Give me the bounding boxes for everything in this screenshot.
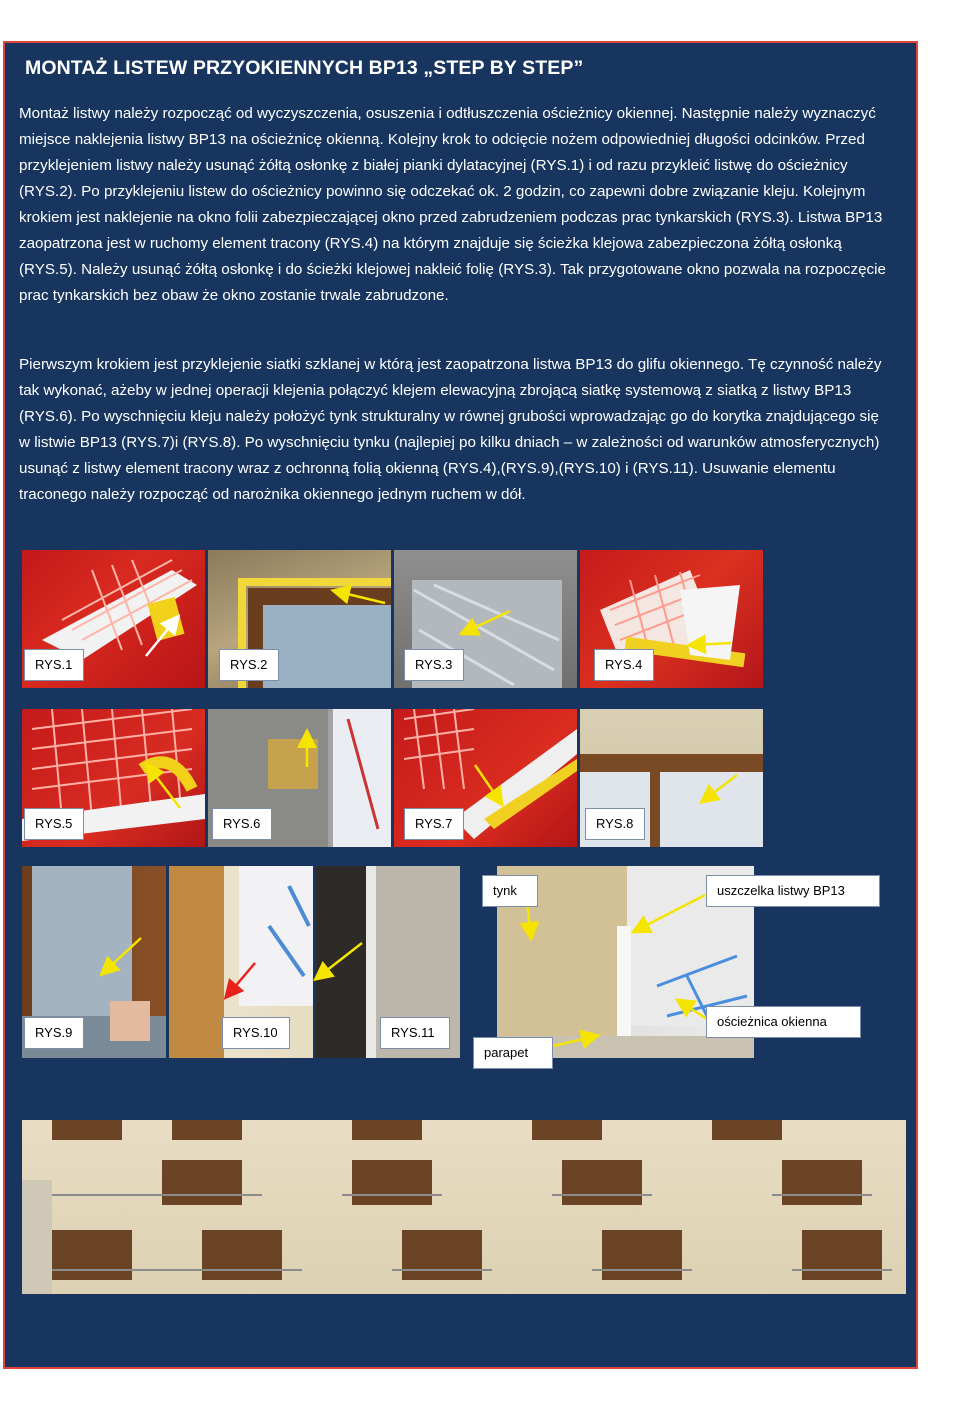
instructions-paragraph: Pierwszym krokiem jest przyklejenie siatki szklanej w którą jest zaopatrzona listwa BP13 do glifu okiennego. Tę czynność należy tak wykonać, ażeby w jednej operacji klejenia połączyć klejem elewacyjną zbrojącą siatkę systemową z siatką z listwy BP13 (RYS.6). Po wyschnięciu kleju należy położyć tynk strukturalny w równej grubości wprowadzając go do korytka znajdującego się w listwie BP13 (RYS.7)i (RYS.8). Po wyschnięciu tynku (najlepiej po kilku dniach – w zależności od warunków atmosferycznych) usunąć z listwy element tracony wraz z ochronną folią okienną (RYS.4),(RYS.9),(RYS.10) i (RYS.11). Usuwanie elementu traconego należy rozpocząć od narożnika okiennego jednym ruchem w dół. bbox=[19, 356, 882, 503]
caption-rys5: RYS.5 bbox=[24, 808, 84, 840]
caption-rys6: RYS.6 bbox=[212, 808, 272, 840]
caption-rys7: RYS.7 bbox=[404, 808, 464, 840]
photo-building bbox=[22, 1120, 906, 1294]
caption-rys11: RYS.11 bbox=[380, 1017, 450, 1049]
caption-rys8: RYS.8 bbox=[585, 808, 645, 840]
caption-rys2: RYS.2 bbox=[219, 649, 279, 681]
caption-rys1: RYS.1 bbox=[24, 649, 84, 681]
caption-rys10: RYS.10 bbox=[222, 1017, 290, 1049]
label-uszczelka: uszczelka listwy BP13 bbox=[706, 875, 880, 907]
label-oscieznica: ościeżnica okienna bbox=[706, 1006, 861, 1038]
caption-rys3: RYS.3 bbox=[404, 649, 464, 681]
document-page bbox=[3, 41, 918, 1369]
label-parapet: parapet bbox=[473, 1037, 553, 1069]
caption-rys4: RYS.4 bbox=[594, 649, 654, 681]
intro-paragraph: Montaż listwy należy rozpocząć od wyczyszczenia, osuszenia i odtłuszczenia ościeżnicy okiennej. Następnie należy wyznaczyć miejsce naklejenia listwy BP13 na ościeżnicę okienną. Kolejny krok to odcięcie nożem odpowiedniej długości odcinków. Przed przyklejeniem listwy należy usunąć żółtą osłonkę z białej pianki dylatacyjnej (RYS.1) i od razu przykleić listwę do ościeżnicy (RYS.2). Po przyklejeniu listew do ościeżnicy powinno się odczekać ok. 2 godzin, co zapewni dobre związanie kleju. Kolejnym krokiem jest naklejenie na okno folii zabezpieczającej okno przed zabrudzeniem podczas prac tynkarskich (RYS.3). Listwa BP13 zaopatrzona jest w ruchomy element tracony (RYS.4) na którym znajduje się ścieżka klejowa zabezpieczona żółtą osłonką (RYS.5). Należy usunąć żółtą osłonkę i do ścieżki klejowej nakleić folię (RYS.3). Tak przygotowane okno pozwala na rozpoczęcie prac tynkarskich bez obaw że okno zostanie trwale zabrudzone. bbox=[19, 105, 886, 304]
page-title: MONTAŻ LISTEW PRZYOKIENNYCH BP13 „STEP BY STEP” bbox=[25, 57, 584, 79]
label-tynk: tynk bbox=[482, 875, 538, 907]
caption-rys9: RYS.9 bbox=[24, 1017, 84, 1049]
